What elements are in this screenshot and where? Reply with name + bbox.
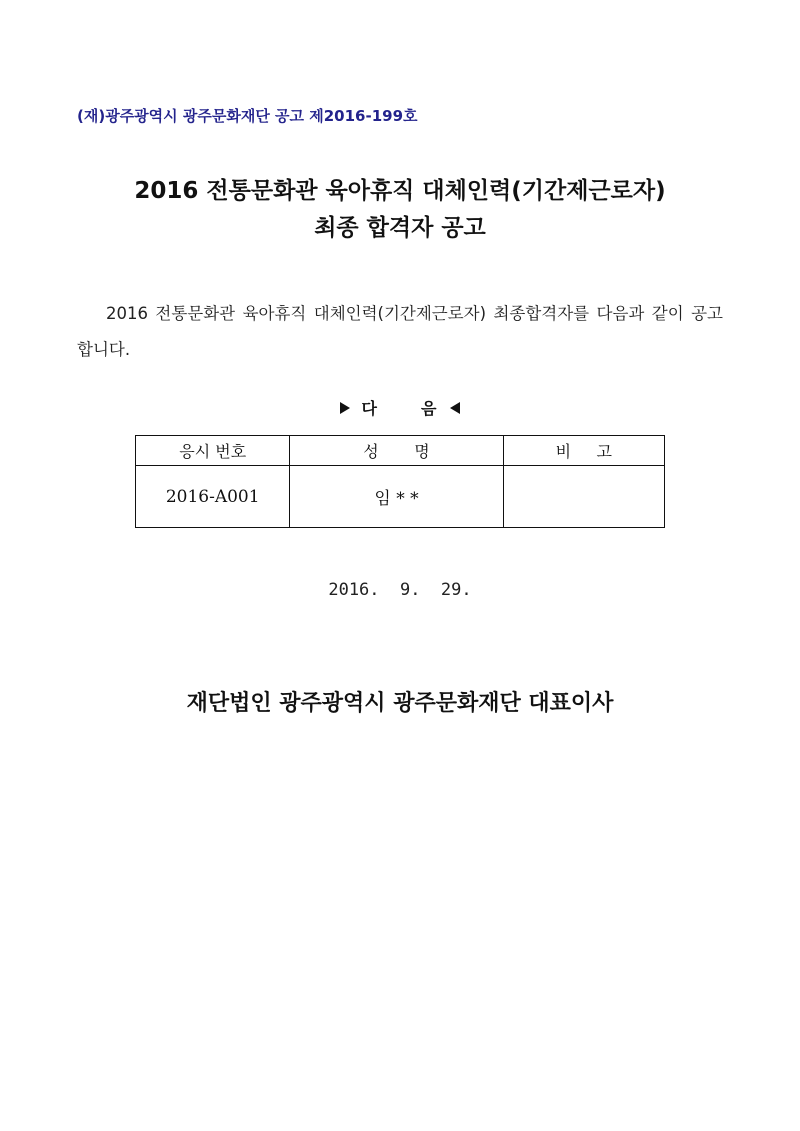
header-name: 성 명 xyxy=(290,436,503,466)
table-row xyxy=(136,466,665,528)
date: 2016. 9. 29. xyxy=(328,580,472,600)
triangle-left-icon xyxy=(450,402,460,414)
notice-number: (재)광주광역시 광주문화재단 공고 제2016-199호 xyxy=(77,107,418,125)
signature: 재단법인 광주광역시 광주문화재단 대표이사 xyxy=(186,691,614,716)
header-applicant-number: 응시 번호 xyxy=(136,436,290,466)
header-remarks: 비 고 xyxy=(503,436,664,466)
section-heading xyxy=(0,396,800,419)
body-paragraph: 2016 전통문화관 육아휴직 대체인력(기간제근로자) 최종합격자를 다음과 같이 공고합니다. xyxy=(77,304,723,359)
page-subtitle: 최종 합격자 공고 xyxy=(314,215,486,241)
cell-remarks xyxy=(503,466,664,528)
heading-right-char: 음 xyxy=(421,399,437,418)
table-header-row xyxy=(136,436,665,466)
cell-name: 임 * * xyxy=(290,466,503,528)
page-title: 2016 전통문화관 육아휴직 대체인력(기간제근로자) xyxy=(134,178,666,204)
cell-applicant-number: 2016-A001 xyxy=(136,466,290,528)
heading-left-char: 다 xyxy=(361,399,377,418)
triangle-right-icon xyxy=(340,402,350,414)
results-table xyxy=(135,435,665,528)
